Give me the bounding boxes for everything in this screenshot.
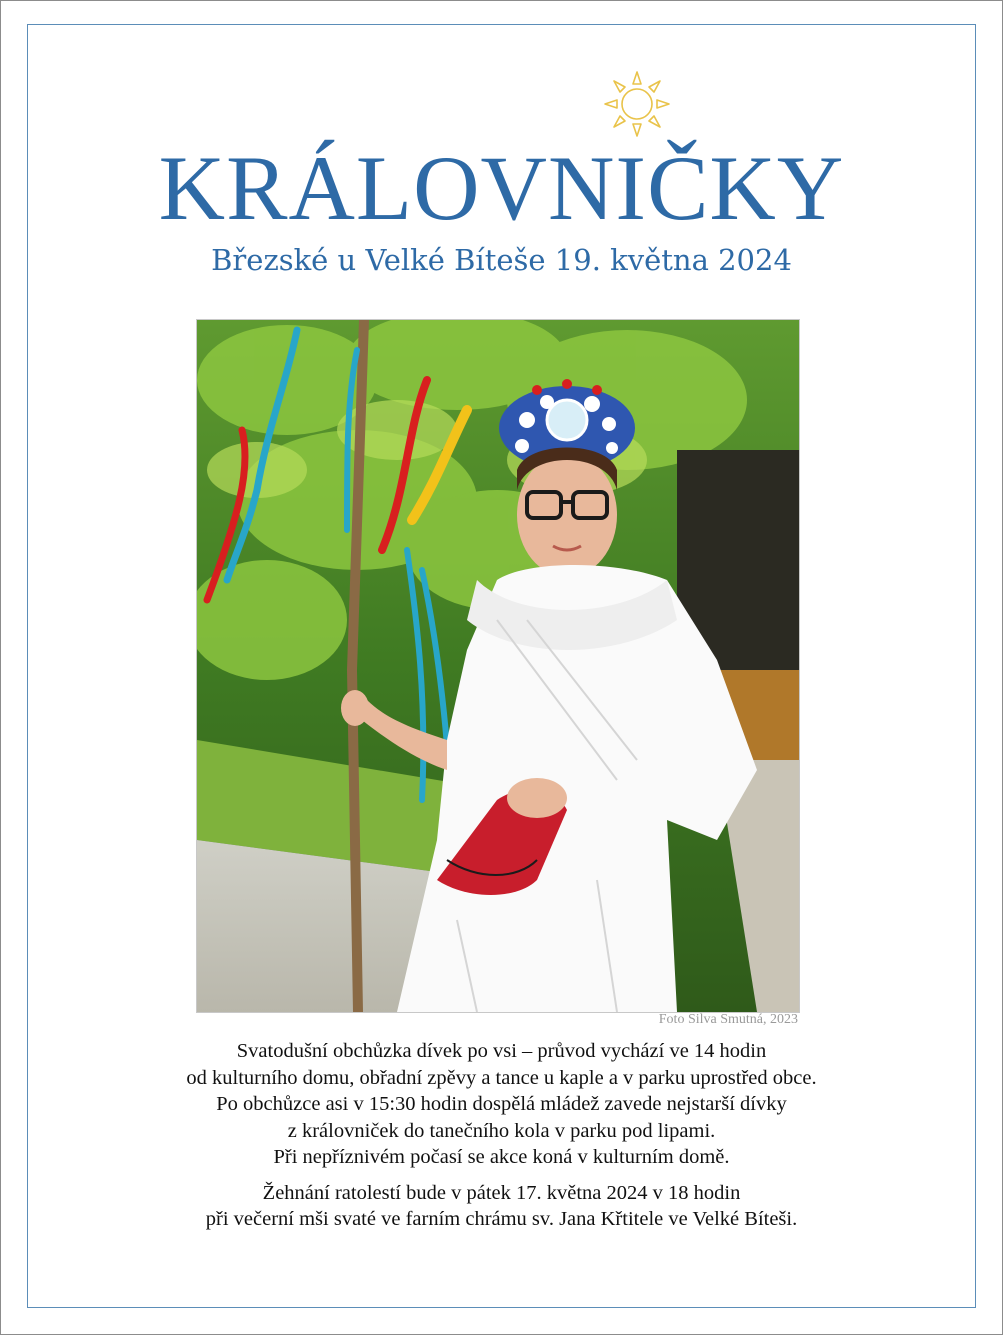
- paragraph-blessing: [40, 1180, 963, 1233]
- text-line: při večerní mši svaté ve farním chrámu sv. Jana Křtitele ve Velké Bíteši.: [205, 1208, 798, 1230]
- text-line: Při nepříznivém počasí se akce koná v kulturním domě.: [273, 1146, 730, 1168]
- sun-icon: [603, 70, 671, 138]
- photo-credit: Foto Silva Smutná, 2023: [658, 1012, 798, 1027]
- poster-subtitle: Březské u Velké Bíteše 19. května 2024: [211, 243, 792, 277]
- text-line: Svatodušní obchůzka dívek po vsi – průvod vychází ve 14 hodin: [236, 1040, 767, 1062]
- event-description: [40, 1038, 963, 1233]
- text-line: Po obchůzce asi v 15:30 hodin dospělá mládež zavede nejstarší dívky: [216, 1093, 787, 1115]
- poster-title: KRÁLOVNIČKY: [158, 137, 845, 239]
- text-line: z královniček do tanečního kola v parku pod lipami.: [287, 1119, 716, 1142]
- text-line: Žehnání ratolestí bude v pátek 17. května 2024 v 18 hodin: [262, 1181, 741, 1204]
- text-line: od kulturního domu, obřadní zpěvy a tance u kaple a v parku uprostřed obce.: [186, 1066, 817, 1089]
- paragraph-schedule: [40, 1038, 963, 1171]
- event-photo: [196, 319, 800, 1013]
